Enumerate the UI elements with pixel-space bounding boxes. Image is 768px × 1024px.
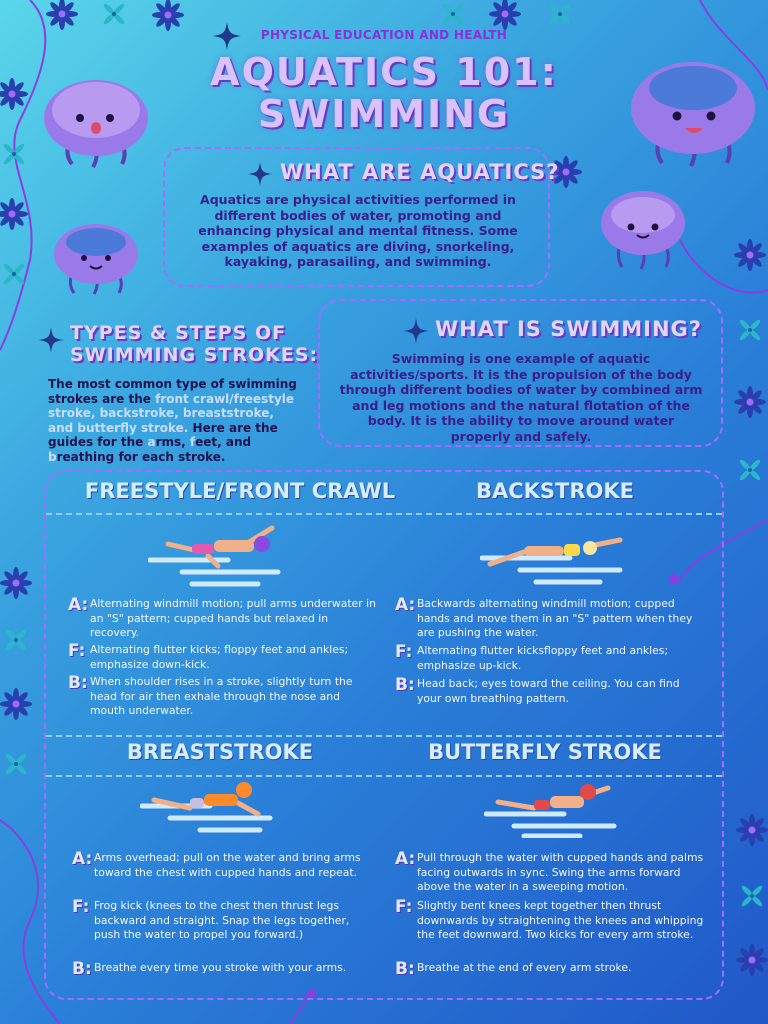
freestyle-breathing [68,675,378,719]
backstroke-breathing-text: Head back; eyes toward the ceiling. You can find your own breathing pattern. [417,677,680,705]
arms-letter: A: [395,849,416,869]
breaststroke-breathing [72,961,362,978]
arms-letter: A: [395,595,416,615]
butterfly-feet [395,899,705,943]
stroke-title-backstroke: BACKSTROKE [475,479,635,503]
freestyle-arms [68,597,378,641]
breaststroke-breathing-text: Breathe every time you stroke with your arms. [94,961,347,974]
butterfly-arms [395,851,705,895]
feet-letter: F: [72,897,90,917]
butterfly-swimmer-illustration [484,780,619,838]
feet-letter: F: [395,642,413,662]
sparkle-icon [38,327,64,353]
swimming-description: Swimming is one example of aquatic activities/sports. It is the propulsion of the body through different bodies of water by combined arm and leg motions and the natural flotation of the body. It is the ability to move around water properly and safely. [339,351,703,444]
types-heading-line1: TYPES & STEPS OF [70,322,287,344]
subject-label: PHYSICAL EDUCATION AND HEALTH [260,28,508,42]
feet-letter: F: [395,897,413,917]
breathing-letter: B: [395,675,415,695]
page-title-line2: SWIMMING [257,92,511,136]
jellyfish-illustration [595,185,690,275]
freestyle-arms-text: Alternating windmill motion; pull arms underwater in an "S" pattern; cupped hands but relaxed in recovery. [90,597,376,640]
butterfly-breathing [395,961,705,978]
arms-letter: A: [68,595,89,615]
divider [46,513,722,515]
freestyle-swimmer-illustration [148,522,283,592]
stroke-title-breaststroke: BREASTSTROKE [126,740,314,764]
section-heading: WHAT ARE AQUATICS? [280,160,560,184]
freestyle-breathing-text: When shoulder rises in a stroke, slightly turn the head for air then exhale through the nose and mouth underwater. [90,675,353,718]
freestyle-feet-text: Alternating flutter kicks; floppy feet and ankles; emphasize down-kick. [90,643,349,671]
backstroke-arms-text: Backwards alternating windmill motion; cupped hands and move them in an "S" pattern when they are pushing the water. [417,597,693,640]
breaststroke-arms-text: Arms overhead; pull on the water and bring arms toward the chest with cupped hands and repeat. [94,851,361,879]
feet-letter: F: [68,641,86,661]
breathing-letter: B: [68,673,88,693]
stroke-title-butterfly: BUTTERFLY STROKE [428,740,662,764]
butterfly-arms-text: Pull through the water with cupped hands and palms facing outwards in sync. Swing the arms forward above the water in a sweeping motion. [417,851,704,894]
freestyle-feet [68,643,378,672]
sparkle-icon [403,318,429,344]
divider [46,775,722,777]
breaststroke-feet-text: Frog kick (knees to the chest then thrust legs backward and straight. Snap the legs together, push the water to propel you forward.) [94,899,350,942]
arms-letter: A: [72,849,93,869]
backstroke-feet-text: Alternating flutter kicksfloppy feet and ankles; emphasize up-kick. [417,644,669,672]
backstroke-feet [395,644,695,673]
breathing-letter: B: [395,959,415,979]
backstroke-breathing [395,677,695,706]
sparkle-icon [248,162,272,186]
breathing-letter: B: [72,959,92,979]
breaststroke-feet [72,899,362,943]
butterfly-breathing-text: Breathe at the end of every arm stroke. [417,961,632,974]
types-description: The most common type of swimming strokes are the front crawl/freestyle stroke, backstroke, breaststroke, and butterfly stroke. Here are the guides for the arms, feet, and breathing for each stroke. [48,377,297,464]
backstroke-swimmer-illustration [480,532,630,590]
jellyfish-illustration [50,218,142,298]
butterfly-feet-text: Slightly bent knees kept together then thrust downwards by straightening the knees and whipping the feet downward. Two kicks for every arm stroke. [417,899,704,942]
stroke-title-freestyle: FREESTYLE/FRONT CRAWL [84,479,396,503]
types-heading-line2: SWIMMING STROKES: [70,344,319,366]
section-heading: WHAT IS SWIMMING? [435,317,702,341]
page-title-line1: AQUATICS 101: [210,50,558,94]
divider [46,735,722,737]
aquatics-description: Aquatics are physical activities performed in different bodies of water, promoting and enhancing physical and mental fitness. Some examples of aquatics are diving, snorkeling, kayaking, parasailing, and swimming. [198,192,518,269]
breaststroke-arms [72,851,362,880]
breaststroke-swimmer-illustration [140,780,275,838]
backstroke-arms [395,597,695,641]
